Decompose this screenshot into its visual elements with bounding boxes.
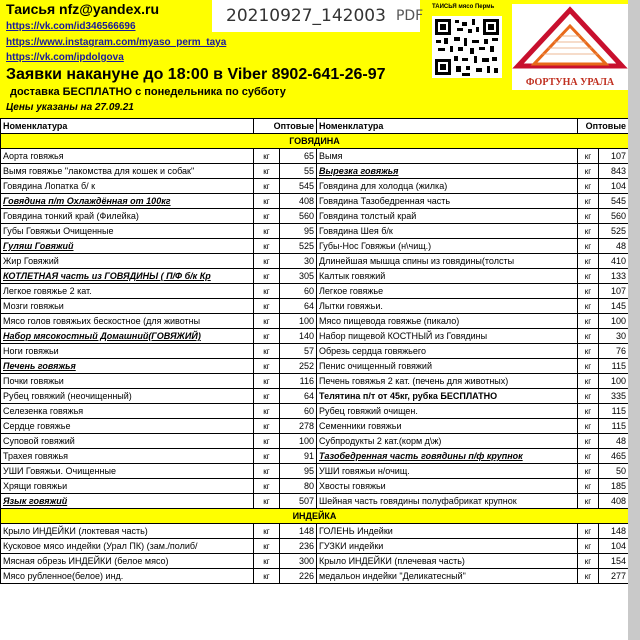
price-left: 64 [280,299,317,314]
product-name-right: Печень говяжья 2 кат. (печень для животных) [317,374,578,389]
product-name-right: Говядина толстый край [317,209,578,224]
price-right: 76 [599,344,629,359]
price-left: 100 [280,434,317,449]
price-right: 107 [599,284,629,299]
unit-right: кг [578,299,599,314]
product-name-right: Телятина п/т от 45кг, рубка БЕСПЛАТНО [317,389,578,404]
price-left: 95 [280,224,317,239]
price-date: Цены указаны на 27.09.21 [6,102,134,113]
table-row [1,569,629,584]
table-row [1,389,629,404]
price-right: 843 [599,164,629,179]
unit-right: кг [578,164,599,179]
product-name-left: Крыло ИНДЕЙКИ (локтевая часть) [1,524,254,539]
product-name-left: Мозги говяжьи [1,299,254,314]
product-name-left: Почки говяжьи [1,374,254,389]
product-name-right: Говядина Тазобедренная часть [317,194,578,209]
product-name-left: Вымя говяжье "лакомства для кошек и собак" [1,164,254,179]
unit-left: кг [254,344,280,359]
table-row [1,554,629,569]
product-name-right: Длинейшая мышца спины из говядины(толсты [317,254,578,269]
price-right: 100 [599,314,629,329]
price-left: 55 [280,164,317,179]
product-name-left: КОТЛЕТНАЯ часть из ГОВЯДИНЫ ( П/Ф б/к Кр [1,269,254,284]
unit-left: кг [254,359,280,374]
price-right: 115 [599,359,629,374]
unit-right: кг [578,434,599,449]
product-name-right: Субпродукты 2 кат.(корм д\ж) [317,434,578,449]
price-right: 545 [599,194,629,209]
price-right: 525 [599,224,629,239]
unit-left: кг [254,554,280,569]
product-name-left: Печень говяжья [1,359,254,374]
product-name-left: Суповой говяжий [1,434,254,449]
unit-left: кг [254,494,280,509]
unit-left: кг [254,389,280,404]
unit-left: кг [254,179,280,194]
price-left: 560 [280,209,317,224]
contact-name-email: Таисья nfz@yandex.ru [6,1,160,17]
product-name-right: Семенники говяжьи [317,419,578,434]
price-right: 115 [599,419,629,434]
unit-right: кг [578,269,599,284]
unit-right: кг [578,374,599,389]
table-row [1,344,629,359]
price-left: 100 [280,314,317,329]
price-right: 145 [599,299,629,314]
unit-left: кг [254,284,280,299]
unit-right: кг [578,314,599,329]
unit-right: кг [578,344,599,359]
table-row [1,374,629,389]
product-name-right: ГОЛЕНЬ Индейки [317,524,578,539]
product-name-left: Аорта говяжья [1,149,254,164]
product-name-right: Говядина Шея б/к [317,224,578,239]
table-row [1,194,629,209]
table-row [1,404,629,419]
unit-right: кг [578,254,599,269]
price-right: 154 [599,554,629,569]
product-name-left: Говядина Лопатка б/ к [1,179,254,194]
unit-right: кг [578,419,599,434]
product-name-left: Жир Говяжий [1,254,254,269]
product-name-left: Мясная обрезь ИНДЕЙКИ (белое мясо) [1,554,254,569]
unit-right: кг [578,224,599,239]
unit-right: кг [578,524,599,539]
price-left: 64 [280,389,317,404]
product-name-left: Сердце говяжье [1,419,254,434]
section-title: ГОВЯДИНА [1,134,629,149]
unit-right: кг [578,239,599,254]
product-name-left: Трахея говяжья [1,449,254,464]
price-right: 48 [599,434,629,449]
table-row [1,284,629,299]
unit-left: кг [254,194,280,209]
product-name-right: ГУЗКИ индейки [317,539,578,554]
table-row [1,269,629,284]
table-header-row [1,119,629,134]
unit-right: кг [578,479,599,494]
unit-left: кг [254,314,280,329]
price-right: 50 [599,464,629,479]
delivery-line: доставка БЕСПЛАТНО с понедельника по субботу [10,86,286,98]
table-row [1,239,629,254]
unit-left: кг [254,419,280,434]
price-left: 60 [280,404,317,419]
price-right: 104 [599,179,629,194]
unit-right: кг [578,464,599,479]
file-type: PDF [395,8,424,24]
product-name-right: Губы-Нос Говяжьи (н\чищ.) [317,239,578,254]
table-row [1,464,629,479]
order-deadline-line: Заявки накануне до 18:00 в Viber 8902-641-26-97 [6,66,386,83]
unit-left: кг [254,434,280,449]
unit-left: кг [254,149,280,164]
unit-left: кг [254,374,280,389]
section-header-row [1,134,629,149]
unit-right: кг [578,554,599,569]
unit-right: кг [578,389,599,404]
price-right: 115 [599,404,629,419]
product-name-right: Шейная часть говядины полуфабрикат крупнок [317,494,578,509]
unit-right: кг [578,569,599,584]
unit-left: кг [254,464,280,479]
product-name-left: Губы Говяжьи Очищенные [1,224,254,239]
unit-left: кг [254,449,280,464]
product-name-right: Обрезь сердца говяжьего [317,344,578,359]
logo-text: ФОРТУНА УРАЛА [525,77,615,88]
price-left: 60 [280,284,317,299]
unit-right: кг [578,209,599,224]
unit-left: кг [254,164,280,179]
section-title: ИНДЕЙКА [1,509,629,524]
table-row [1,299,629,314]
unit-right: кг [578,179,599,194]
unit-left: кг [254,254,280,269]
qr-code-icon [432,16,502,78]
product-name-right: УШИ говяжьи н/очищ. [317,464,578,479]
table-row [1,329,629,344]
price-right: 185 [599,479,629,494]
product-name-left: Гуляш Говяжий [1,239,254,254]
product-name-left: Мясо голов говяжьих бескостное (для животны [1,314,254,329]
price-left: 507 [280,494,317,509]
column-header-name-right: Номенклатура [317,119,578,134]
product-name-right: Калтык говяжий [317,269,578,284]
product-name-left: Мясо рубленное(белое) инд. [1,569,254,584]
price-right: 30 [599,329,629,344]
unit-right: кг [578,284,599,299]
product-name-left: Легкое говяжье 2 кат. [1,284,254,299]
column-header-wholesale-left: Оптовые [254,119,317,134]
unit-right: кг [578,539,599,554]
price-right: 148 [599,524,629,539]
table-row [1,314,629,329]
price-left: 525 [280,239,317,254]
price-left: 80 [280,479,317,494]
price-left: 545 [280,179,317,194]
table-row [1,209,629,224]
price-left: 148 [280,524,317,539]
table-row [1,164,629,179]
table-row [1,539,629,554]
product-name-left: Рубец говяжий (неочищенный) [1,389,254,404]
side-scroll-strip[interactable] [628,0,640,640]
price-right: 277 [599,569,629,584]
product-name-left: Селезенка говяжья [1,404,254,419]
section-header-row [1,509,629,524]
table-row [1,254,629,269]
product-name-left: Кусковое мясо индейки (Урал ПК) (зам./полиб/ [1,539,254,554]
unit-right: кг [578,149,599,164]
table-row [1,434,629,449]
price-left: 300 [280,554,317,569]
price-left: 65 [280,149,317,164]
table-row [1,479,629,494]
price-right: 410 [599,254,629,269]
roof-logo-icon [512,4,628,76]
unit-right: кг [578,194,599,209]
price-left: 30 [280,254,317,269]
product-name-left: Говядина тонкий край (Филейка) [1,209,254,224]
price-right: 560 [599,209,629,224]
unit-left: кг [254,524,280,539]
product-name-right: Тазобедренная часть говядины п/ф крупнок [317,449,578,464]
price-right: 465 [599,449,629,464]
unit-left: кг [254,209,280,224]
product-name-right: Крыло ИНДЕЙКИ (плечевая часть) [317,554,578,569]
product-name-right: медальон индейки "Деликатесный" [317,569,578,584]
vk-link-2[interactable]: https://vk.com/ipdolgova [6,52,124,63]
price-left: 91 [280,449,317,464]
price-right: 107 [599,149,629,164]
price-right: 100 [599,374,629,389]
unit-right: кг [578,359,599,374]
product-name-right: Легкое говяжье [317,284,578,299]
vk-link-1[interactable]: https://vk.com/id346566696 [6,21,136,32]
price-left: 226 [280,569,317,584]
price-left: 140 [280,329,317,344]
product-name-left: УШИ Говяжьи. Очищенные [1,464,254,479]
price-left: 278 [280,419,317,434]
price-right: 104 [599,539,629,554]
unit-right: кг [578,449,599,464]
table-row [1,179,629,194]
unit-right: кг [578,494,599,509]
price-table [0,118,629,584]
qr-caption: ТАИСЬЯ мясо Пермь [432,4,495,10]
price-left: 252 [280,359,317,374]
table-row [1,224,629,239]
column-header-wholesale-right: Оптовые [578,119,629,134]
price-left: 116 [280,374,317,389]
table-row [1,524,629,539]
price-list-header [0,0,640,118]
unit-right: кг [578,329,599,344]
product-name-right: Хвосты говяжьи [317,479,578,494]
price-right: 133 [599,269,629,284]
product-name-right: Вырезка говяжья [317,164,578,179]
product-name-right: Говядина для холодца (жилка) [317,179,578,194]
table-row [1,149,629,164]
price-left: 305 [280,269,317,284]
price-left: 236 [280,539,317,554]
unit-left: кг [254,269,280,284]
company-logo [512,4,628,90]
product-name-left: Говядина п/т Охлаждённая от 100кг [1,194,254,209]
file-name-overlay [212,0,424,32]
product-name-left: Набор мясокостный Домашний(ГОВЯЖИЙ) [1,329,254,344]
file-name: 20210927_142003 [226,6,386,26]
product-name-right: Набор пищевой КОСТНЫЙ из Говядины [317,329,578,344]
product-name-right: Мясо пищевода говяжье (пикало) [317,314,578,329]
unit-left: кг [254,479,280,494]
unit-left: кг [254,539,280,554]
product-name-right: Рубец говяжий очищен. [317,404,578,419]
price-left: 95 [280,464,317,479]
table-row [1,359,629,374]
unit-left: кг [254,404,280,419]
product-name-right: Лытки говяжьи. [317,299,578,314]
table-row [1,449,629,464]
product-name-left: Ноги говяжьи [1,344,254,359]
product-name-right: Пенис очищенный говяжий [317,359,578,374]
table-row [1,494,629,509]
product-name-right: Вымя [317,149,578,164]
instagram-link[interactable]: https://www.instagram.com/myaso_perm_taya [6,37,227,48]
price-right: 335 [599,389,629,404]
price-left: 408 [280,194,317,209]
unit-left: кг [254,299,280,314]
product-name-left: Язык говяжий [1,494,254,509]
column-header-name-left: Номенклатура [1,119,254,134]
price-right: 48 [599,239,629,254]
table-row [1,419,629,434]
price-left: 57 [280,344,317,359]
unit-right: кг [578,404,599,419]
unit-left: кг [254,224,280,239]
price-right: 408 [599,494,629,509]
product-name-left: Хрящи говяжьи [1,479,254,494]
unit-left: кг [254,239,280,254]
unit-left: кг [254,569,280,584]
unit-left: кг [254,329,280,344]
